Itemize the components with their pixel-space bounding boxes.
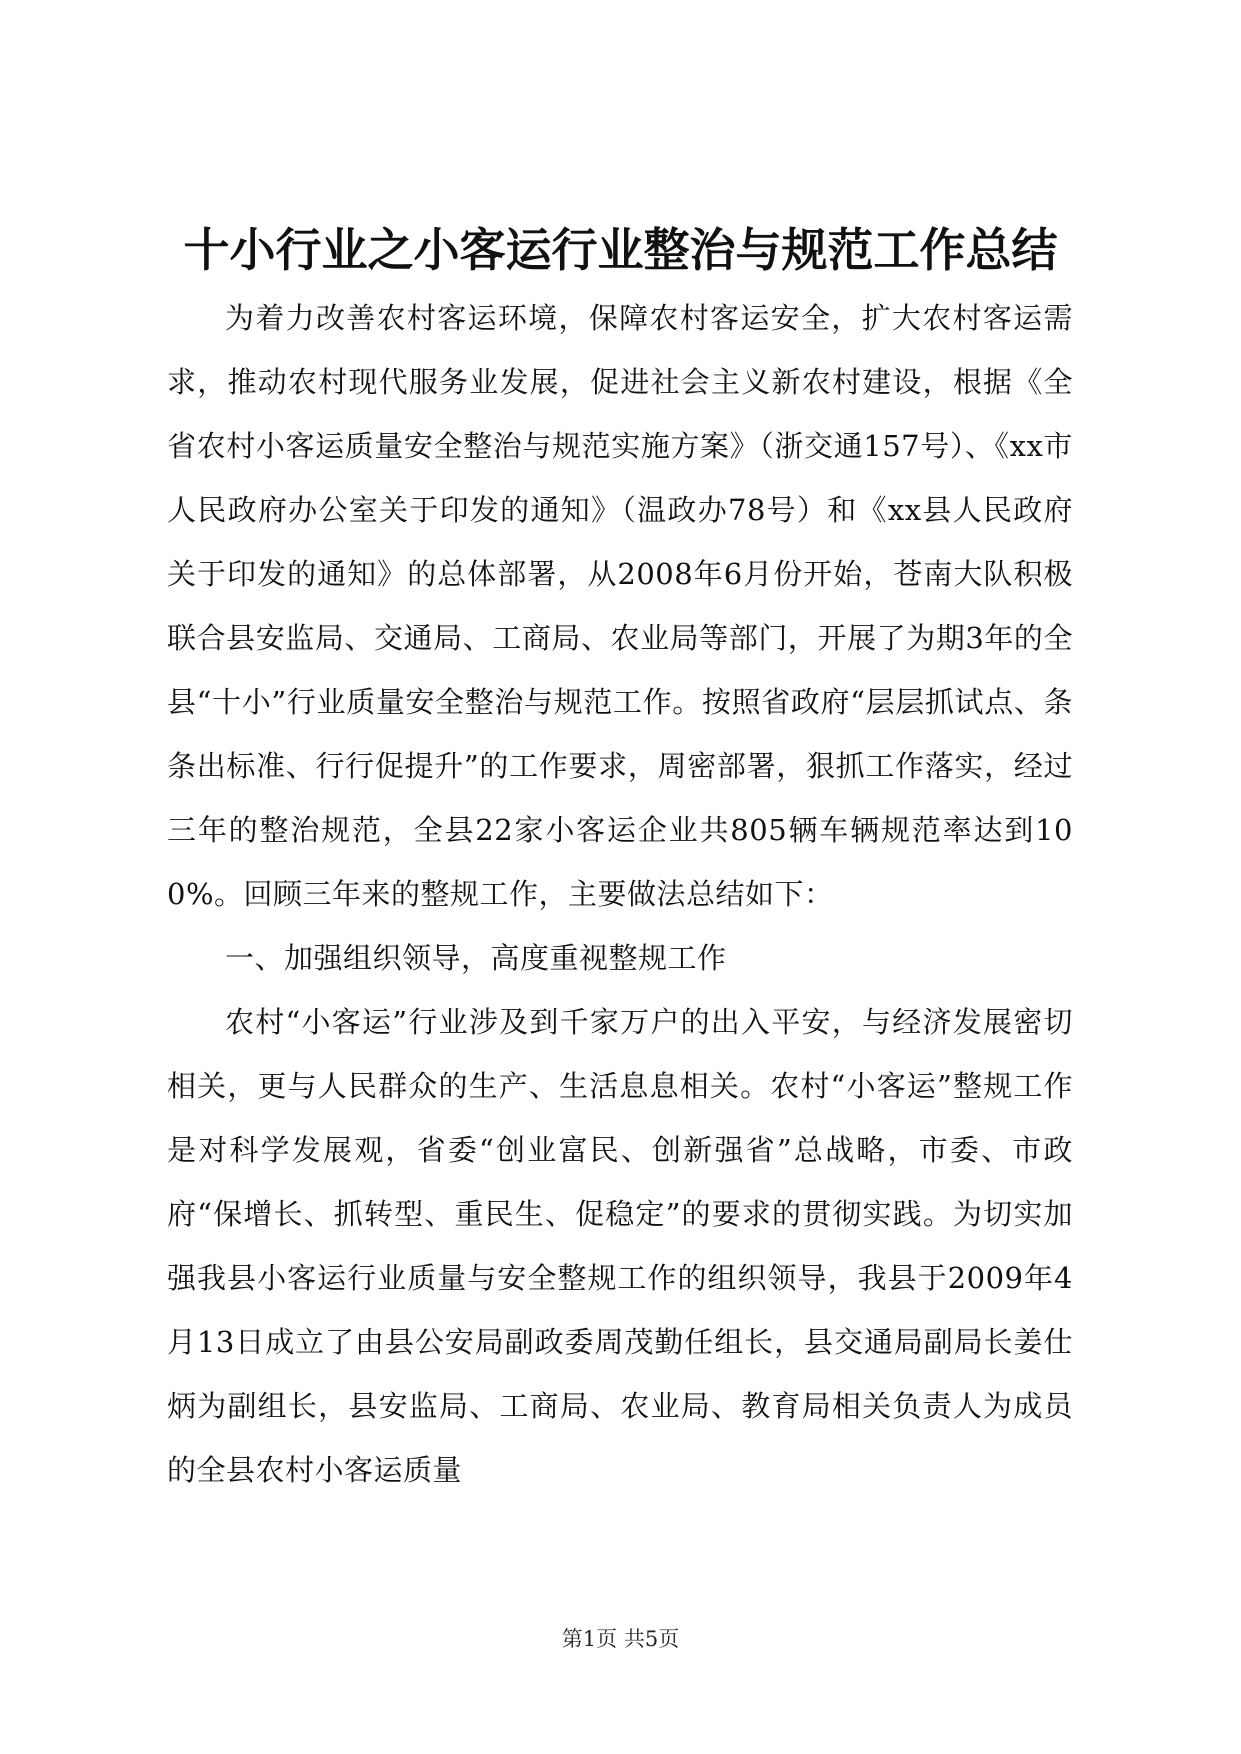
document-body (167, 286, 1073, 1502)
section-1-paragraph: 农村“小客运”行业涉及到千家万户的出入平安，与经济发展密切相关，更与人民群众的生产、生活息息相关。农村“小客运”整规工作是对科学发展观，省委“创业富民、创新强省”总战略，市委、市政府“保增长、抓转型、重民生、促稳定”的要求的贯彻实践。为切实加强我县小客运行业质量与安全整规工作的组织领导，我县于2009年4月13日成立了由县公安局副政委周茂勤任组长，县交通局副局长姜仕炳为副组长，县安监局、工商局、农业局、教育局相关负责人为成员的全县农村小客运质量 (167, 1005, 1073, 1487)
intro-paragraph: 为着力改善农村客运环境，保障农村客运安全，扩大农村客运需求，推动农村现代服务业发展，促进社会主义新农村建设，根据《全省农村小客运质量安全整治与规范实施方案》（浙交通157号）、《xx市人民政府办公室关于印发的通知》（温政办78号）和《xx县人民政府关于印发的通知》的总体部署，从2008年6月份开始，苍南大队积极联合县安监局、交通局、工商局、农业局等部门，开展了为期3年的全县“十小”行业质量安全整治与规范工作。按照省政府“层层抓试点、条条出标准、行行促提升”的工作要求，周密部署，狠抓工作落实，经过三年的整治规范，全县22家小客运企业共805辆车辆规范率达到100%。回顾三年来的整规工作，主要做法总结如下： (167, 301, 1073, 911)
page-footer (0, 1625, 1241, 1653)
document-title: 十小行业之小客运行业整治与规范工作总结 (183, 223, 1058, 277)
section-heading-1: 一、加强组织领导，高度重视整规工作 (225, 941, 727, 975)
page-indicator: 第1页 共5页 (561, 1627, 680, 1651)
